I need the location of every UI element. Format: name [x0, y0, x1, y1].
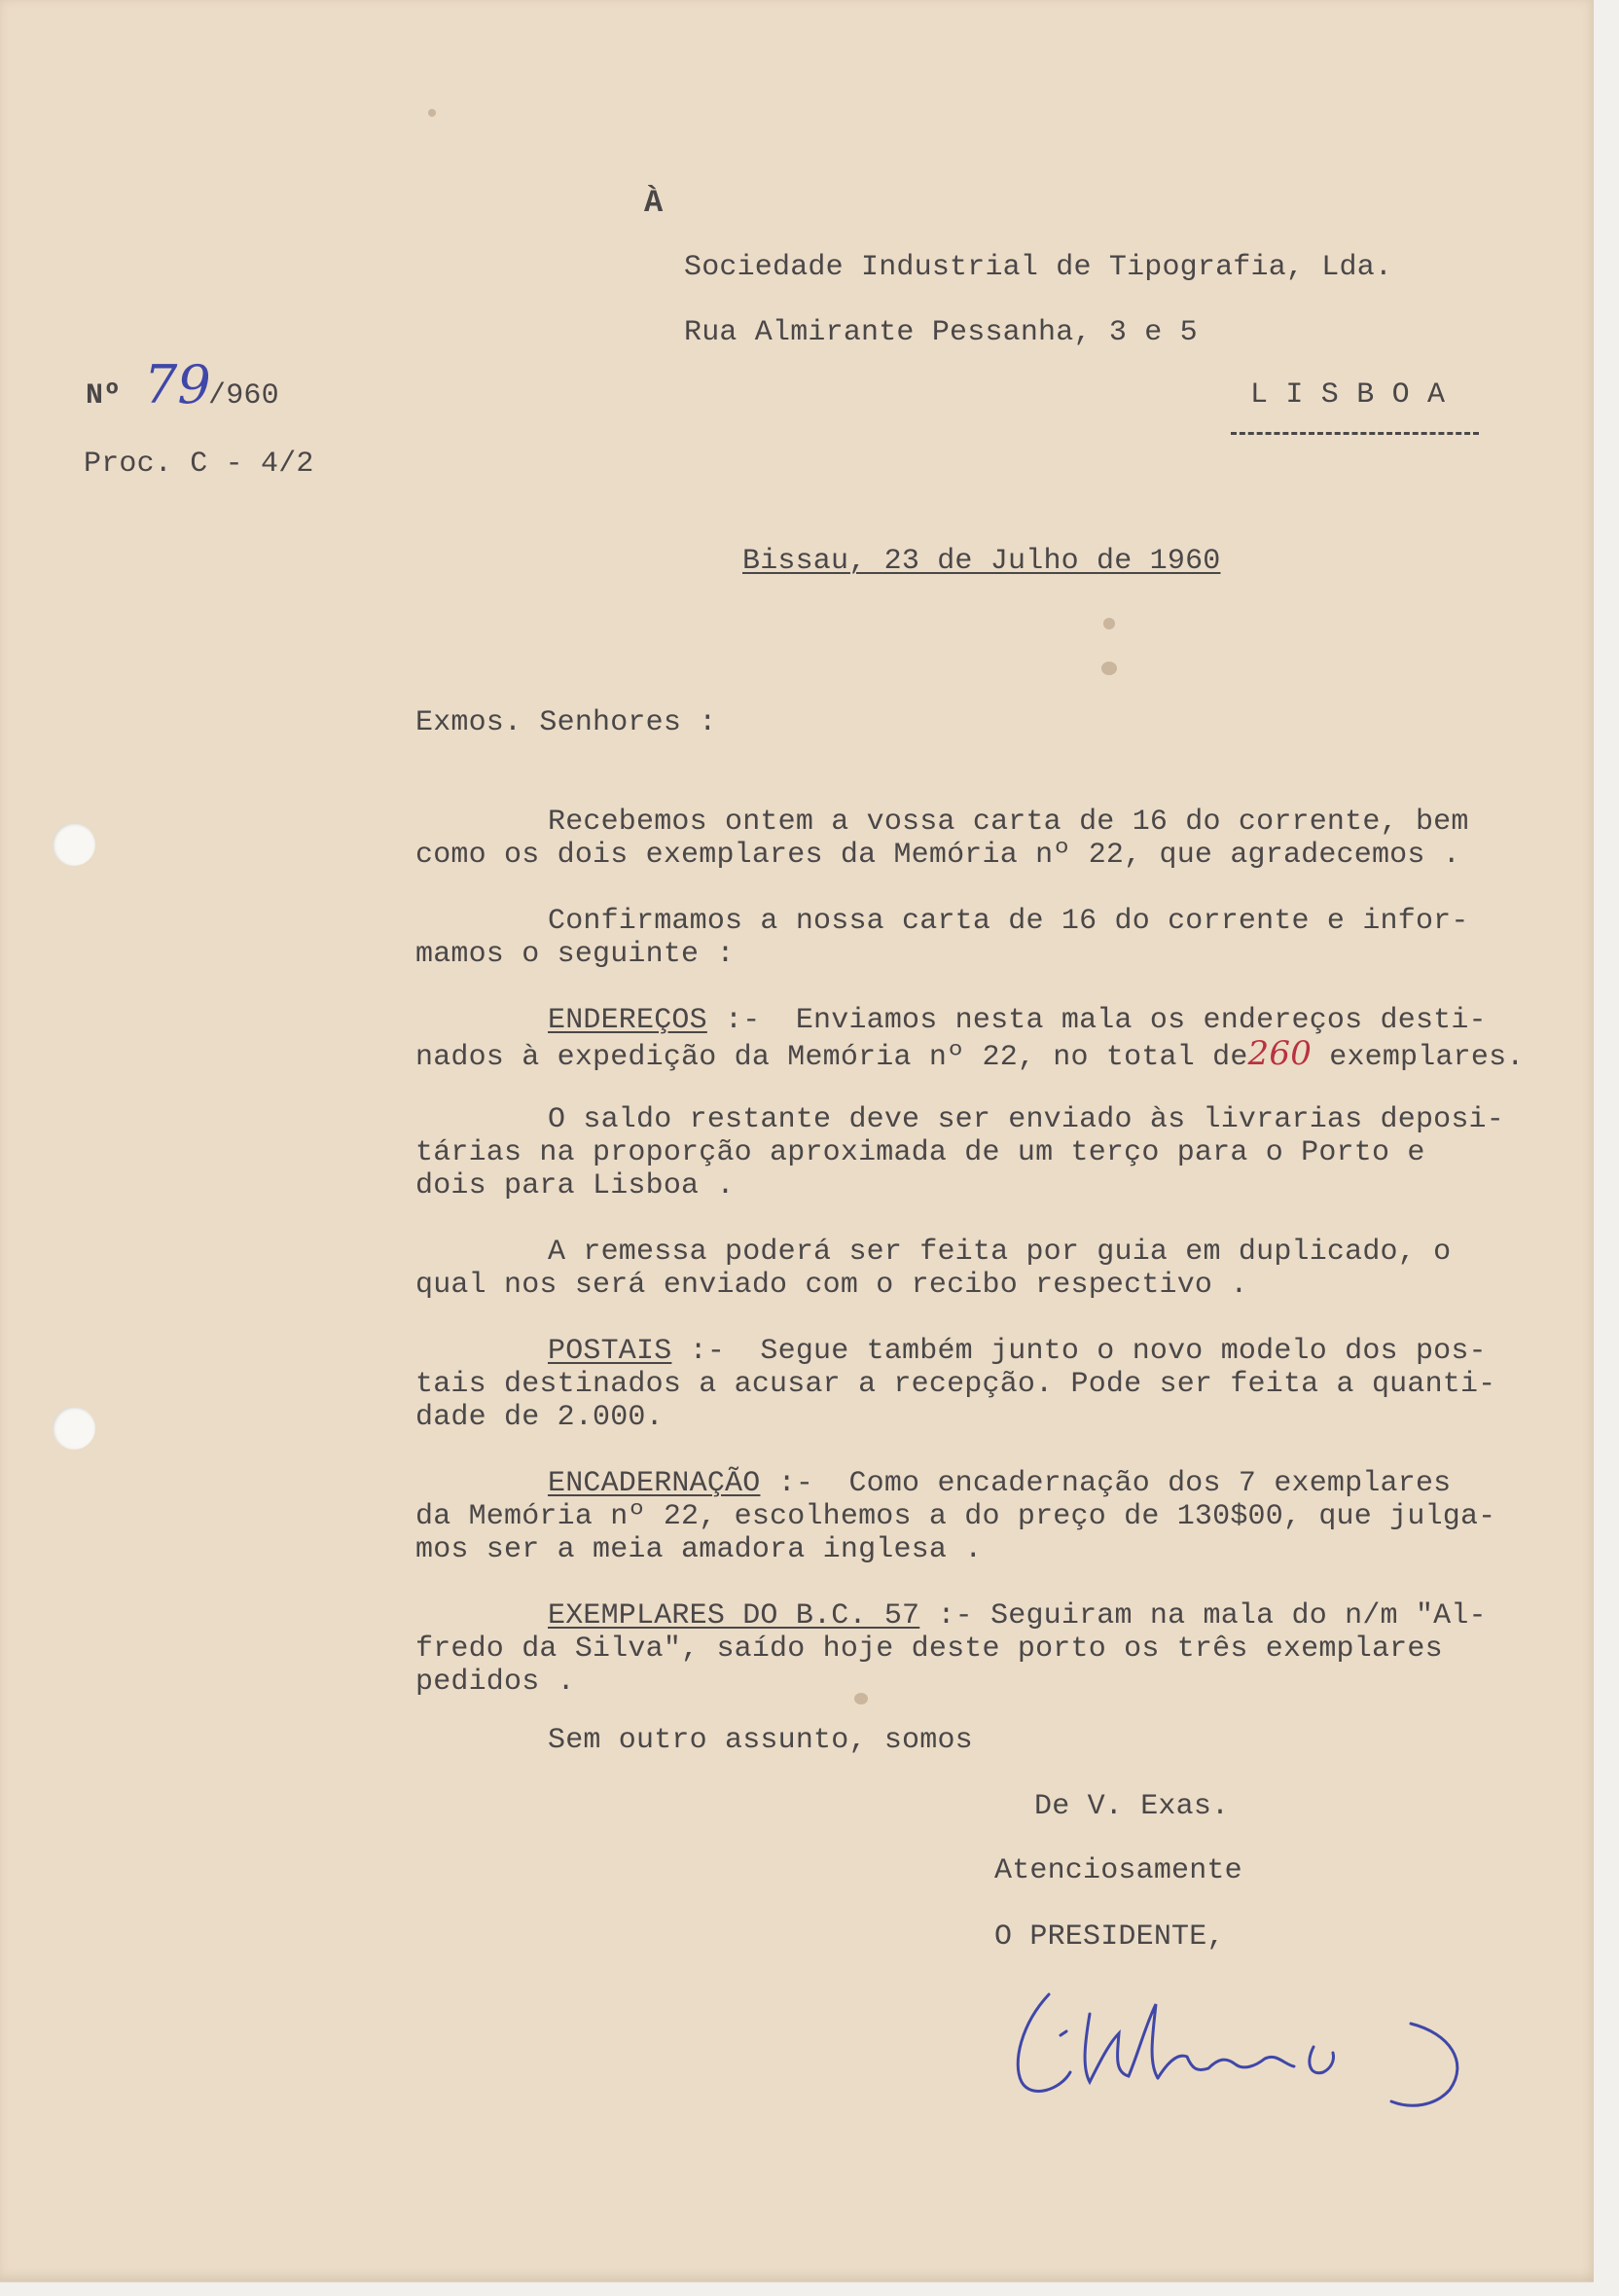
city-underline	[1231, 432, 1479, 435]
body-line: mamos o seguinte :	[415, 938, 735, 971]
section-heading-encadernacao: ENCADERNAÇÃO	[548, 1467, 761, 1500]
punch-hole-bottom	[53, 1407, 95, 1450]
stain	[1103, 618, 1115, 629]
body-line	[548, 1599, 1487, 1632]
addressee-line: Sociedade Industrial de Tipografia, Lda.	[684, 251, 1393, 284]
ref-year: /960	[208, 379, 279, 413]
body-text: nados à expedição da Memória nº 22, no total de	[415, 1041, 1248, 1074]
body-line: Recebemos ontem a vossa carta de 16 do corrente, bem	[548, 806, 1469, 839]
scan-edge-right	[1594, 0, 1619, 2296]
body-line	[548, 1004, 1487, 1037]
body-text: exemplares.	[1312, 1041, 1525, 1074]
letter-date: Bissau, 23 de Julho de 1960	[742, 545, 1221, 578]
body-line: A remessa poderá ser feita por guia em duplicado, o	[548, 1236, 1452, 1269]
signature-block-line: De V. Exas.	[1034, 1790, 1230, 1823]
scan-edge-bottom	[0, 2282, 1619, 2296]
body-text: :- Seguiram na mala do n/m "Al-	[919, 1599, 1487, 1632]
body-line	[415, 1034, 1525, 1074]
closing-line: Sem outro assunto, somos	[548, 1724, 973, 1757]
to-marker: À	[644, 185, 664, 221]
body-text: :- Como encadernação dos 7 exemplares	[760, 1467, 1452, 1500]
body-line	[548, 1335, 1487, 1368]
stain	[854, 1693, 868, 1704]
handwritten-ref-number: 79	[144, 354, 211, 415]
body-line: da Memória nº 22, escolhemos a do preço de 130$00, que julga-	[415, 1500, 1496, 1533]
addressee-line: Rua Almirante Pessanha, 3 e 5	[684, 316, 1198, 349]
body-line: qual nos será enviado com o recibo respectivo .	[415, 1269, 1248, 1302]
handwritten-count: 260	[1247, 1034, 1313, 1073]
body-line: como os dois exemplares da Memória nº 22, que agradecemos .	[415, 839, 1460, 872]
body-line: pedidos .	[415, 1666, 575, 1699]
body-line: dade de 2.000.	[415, 1401, 664, 1434]
signature-block-line: Atenciosamente	[994, 1854, 1242, 1887]
body-line: tárias na proporção aproximada de um terço para o Porto e	[415, 1136, 1425, 1169]
process-ref: Proc. C - 4/2	[84, 448, 314, 481]
addressee-city: L I S B O A	[1250, 378, 1446, 412]
body-line	[548, 1467, 1451, 1500]
body-text: :- Enviamos nesta mala os endereços desti-	[706, 1004, 1487, 1037]
body-line: fredo da Silva", saído hoje deste porto os três exemplares	[415, 1632, 1443, 1666]
section-heading-enderecos: ENDEREÇOS	[548, 1004, 707, 1037]
section-heading-postais: POSTAIS	[548, 1335, 672, 1368]
handwritten-signature	[992, 1975, 1498, 2111]
body-line: Confirmamos a nossa carta de 16 do corrente e infor-	[548, 905, 1469, 938]
body-line: O saldo restante deve ser enviado às livrarias deposi-	[548, 1103, 1504, 1136]
section-heading-exemplares: EXEMPLARES DO B.C. 57	[548, 1599, 920, 1632]
body-text: :- Segue também junto o novo modelo dos pos-	[671, 1335, 1487, 1368]
stain	[1101, 662, 1117, 675]
punch-hole-top	[53, 823, 95, 866]
body-line: tais destinados a acusar a recepção. Pode ser feita a quanti-	[415, 1368, 1496, 1401]
signature-block-line: O PRESIDENTE,	[994, 1920, 1225, 1954]
stain	[428, 109, 436, 117]
ref-prefix: Nº	[86, 379, 139, 413]
body-line: dois para Lisboa .	[415, 1169, 735, 1202]
salutation: Exmos. Senhores :	[415, 706, 717, 739]
body-line: mos ser a meia amadora inglesa .	[415, 1533, 983, 1566]
